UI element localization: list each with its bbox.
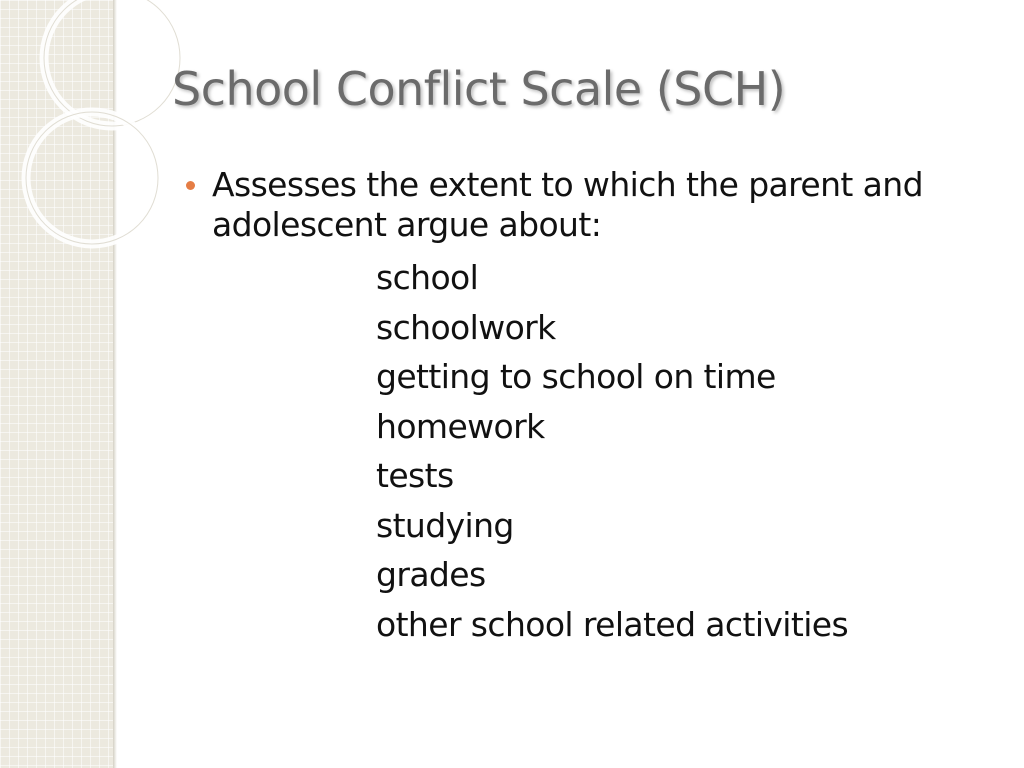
slide-content: [186, 165, 1006, 649]
topic-item: studying: [376, 505, 514, 545]
topic-item: homework: [376, 406, 545, 446]
topic-list: [186, 253, 1006, 649]
slide-title: School Conflict Scale (SCH): [172, 62, 786, 116]
topic-item: schoolwork: [376, 307, 556, 347]
bullet-text: Assesses the extent to which the parent and adolescent argue about:: [212, 165, 923, 244]
decorative-rings: [0, 0, 200, 260]
topic-item: getting to school on time: [376, 357, 776, 396]
topic-item: grades: [376, 555, 486, 594]
topic-item: other school related activities: [376, 604, 849, 644]
topic-item: tests: [376, 456, 454, 495]
bullet-dot-icon: [186, 181, 195, 190]
bullet-item: [186, 165, 1006, 245]
topic-item: school: [376, 258, 479, 297]
